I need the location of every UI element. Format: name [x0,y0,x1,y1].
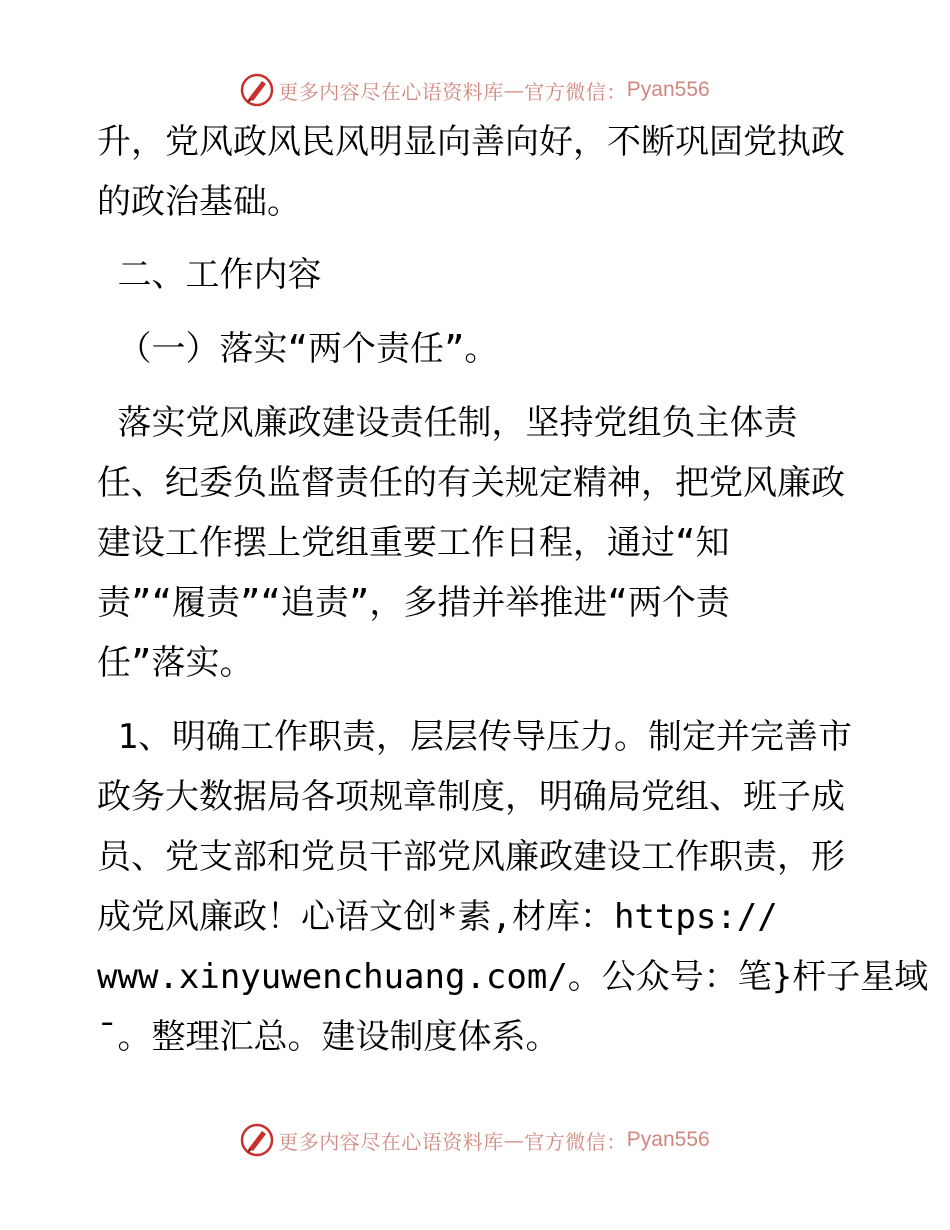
body-line: 的政治基础。 [97,182,301,222]
footer-site-text: 更多内容尽在心语资料库 [278,1129,504,1154]
body-line: 1、明确工作职责，层层传导压力。制定并完善市 [97,717,852,757]
body-line: 建设工作摆上党组重要工作日程，通过“知 [97,523,730,563]
header-wechat-label: 官方微信： [524,79,627,104]
section-heading: 二、工作内容 [97,255,322,295]
header-site-text: 更多内容尽在心语资料库 [278,79,504,104]
body-line: 员、党支部和党员干部党风廉政建设工作职责，形 [97,837,845,877]
body-line: www.xinyuwenchuang.com/。公众号：笔}杆子星域 [97,957,929,997]
header-dash: — [503,78,525,102]
footer-wechat-label: 官方微信： [524,1129,627,1154]
body-line: ˉ。整理汇总。建设制度体系。 [97,1017,560,1057]
subsection-heading: （一）落实“两个责任”。 [97,329,499,369]
footer-wechat-id: Pyan556 [626,1128,710,1151]
body-line: 任、纪委负监督责任的有关规定精神，把党风廉政 [97,463,845,503]
body-line: 责”“履责”“追责”，多措并举推进“两个责 [97,583,730,623]
body-line: 升，党风政风民风明显向善向好，不断巩固党执政 [97,122,845,162]
pen-logo-icon [240,73,274,107]
document-body [97,122,929,1057]
header-wechat-id: Pyan556 [626,78,710,101]
body-line: 成党风廉政！心语文创*素,材库：https:// [97,897,778,937]
footer-banner [0,1120,950,1160]
header-banner [0,70,950,110]
footer-dash: — [503,1128,525,1152]
body-line: 任”落实。 [97,643,254,683]
body-line: 落实党风廉政建设责任制，坚持党组负主体责 [97,403,798,443]
body-line: 政务大数据局各项规章制度，明确局党组、班子成 [97,777,845,817]
pen-logo-icon [240,1123,274,1157]
